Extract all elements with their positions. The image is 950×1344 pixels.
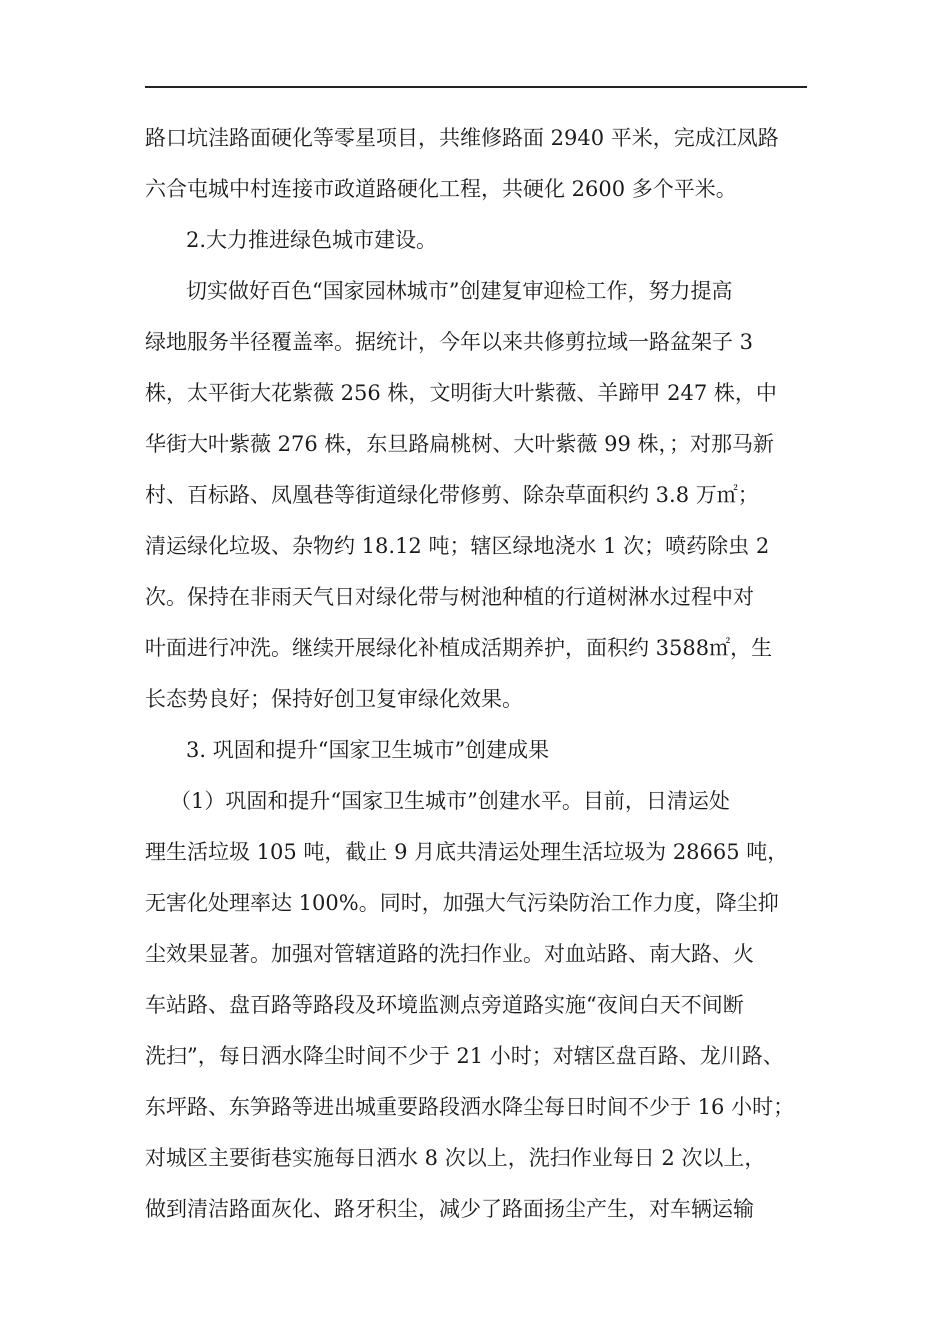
text-line: 洗扫”，每日洒水降尘时间不少于 21 小时；对辖区盘百路、龙川路、: [145, 1044, 784, 1068]
text-line: 理生活垃圾 105 吨，截止 9 月底共清运处理生活垃圾为 28665 吨，: [145, 840, 789, 864]
text-line: 车站路、盘百路等路段及环境监测点旁道路实施“夜间白天不间断: [145, 993, 744, 1017]
text-line: 株，太平街大花紫薇 256 株，文明街大叶紫薇、羊蹄甲 247 株，中: [145, 381, 777, 405]
text-line: 六合屯城中村连接市政道路硬化工程，共硬化 2600 多个平米。: [145, 177, 737, 201]
text-line: （1）巩固和提升“国家卫生城市”创建水平。目前，日清运处: [170, 789, 730, 813]
text-line: 路口坑洼路面硬化等零星项目，共维修路面 2940 平米，完成江凤路: [145, 126, 779, 150]
text-line: 绿地服务半径覆盖率。据统计，今年以来共修剪拉域一路盆架子 3: [145, 330, 754, 354]
text-line: 东坪路、东笋路等进出城重要路段洒水降尘每日时间不少于 16 小时；: [145, 1095, 795, 1119]
header-rule: [145, 86, 807, 88]
text-line: 村、百标路、凤凰巷等街道绿化带修剪、除杂草面积约 3.8 万㎡；: [145, 483, 759, 507]
text-line: 华街大叶紫薇 276 株，东旦路扁桃树、大叶紫薇 99 株，；对那马新: [145, 432, 775, 456]
text-line: 无害化处理率达 100%。同时，加强大气污染防治工作力度，降尘抑: [145, 891, 779, 915]
text-line: 尘效果显著。加强对管辖道路的洗扫作业。对血站路、南大路、火: [145, 942, 754, 966]
text-line: 清运绿化垃圾、杂物约 18.12 吨；辖区绿地浇水 1 次；喷药除虫 2: [145, 534, 770, 558]
text-line: 次。保持在非雨天气日对绿化带与树池种植的行道树淋水过程中对: [145, 585, 754, 609]
section-heading-2: 2.大力推进绿色城市建设。: [186, 228, 438, 252]
section-heading-3: 3. 巩固和提升“国家卫生城市”创建成果: [186, 738, 550, 762]
text-line: 叶面进行冲洗。继续开展绿化补植成活期养护，面积约 3588㎡，生: [145, 636, 773, 660]
text-line: 对城区主要街巷实施每日洒水 8 次以上，洗扫作业每日 2 次以上，: [145, 1146, 766, 1170]
text-line: 长态势良好；保持好创卫复审绿化效果。: [145, 687, 523, 711]
text-line: 做到清洁路面灰化、路牙积尘，减少了路面扬尘产生，对车辆运输: [145, 1197, 754, 1221]
text-line: 切实做好百色“国家园林城市”创建复审迎检工作，努力提高: [186, 279, 733, 303]
